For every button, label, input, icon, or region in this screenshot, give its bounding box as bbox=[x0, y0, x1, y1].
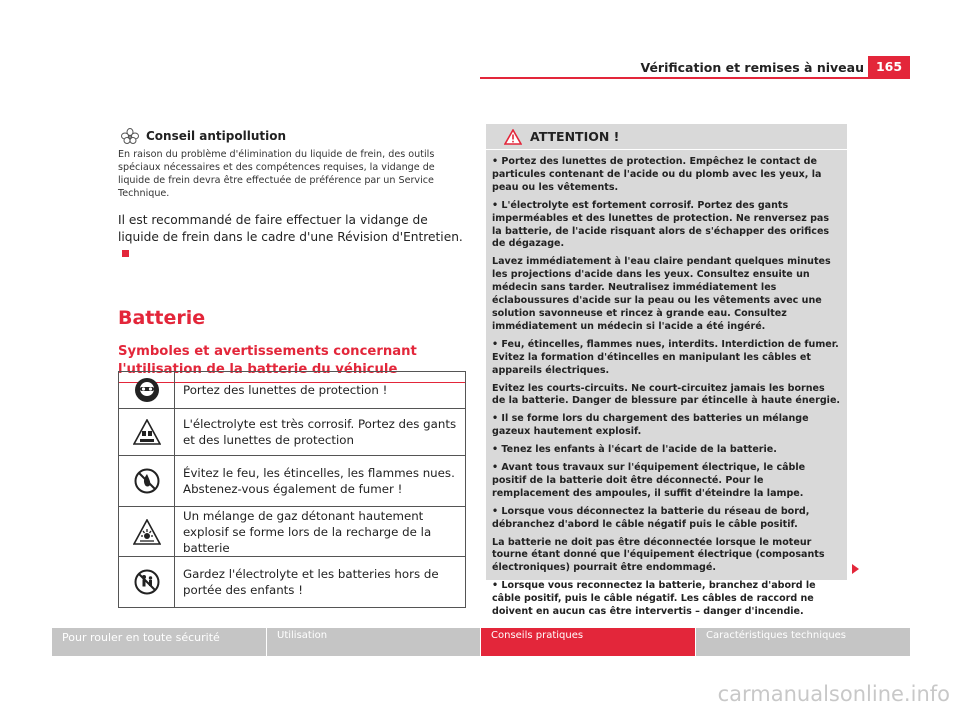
section-title: Batterie bbox=[118, 307, 206, 329]
end-of-section-marker bbox=[122, 250, 129, 257]
goggles-icon bbox=[134, 377, 160, 403]
header-divider bbox=[480, 77, 910, 79]
warning-paragraph: Evitez les courts-circuits. Ne court-circuitez jamais les bornes de la batterie. Danger de blessure par étincelle à haute énergie. bbox=[492, 382, 841, 407]
symbol-text: Gardez l'électrolyte et les batteries hors de portée des enfants ! bbox=[175, 557, 466, 608]
table-row bbox=[119, 456, 466, 507]
corrosive-warning-icon bbox=[133, 419, 161, 445]
warning-body bbox=[486, 150, 847, 619]
watermark: carmanualsonline.info bbox=[717, 682, 950, 706]
symbol-cell bbox=[119, 507, 175, 557]
symbol-text: Évitez le feu, les étincelles, les flammes nues. Abstenez-vous également de fumer ! bbox=[175, 456, 466, 507]
footer-tab-practical-tips[interactable]: Conseils pratiques bbox=[480, 628, 695, 656]
footer-tab-safety[interactable]: Pour rouler en toute sécurité bbox=[52, 628, 266, 656]
body-paragraph-text: Il est recommandé de faire effectuer la vidange de liquide de frein dans le cadre d'une Révision d'Entretien. bbox=[118, 213, 463, 244]
symbol-text: Portez des lunettes de protection ! bbox=[175, 372, 466, 409]
warning-heading bbox=[486, 124, 847, 150]
symbols-table bbox=[118, 371, 466, 608]
warning-paragraph: • Lorsque vous déconnectez la batterie du réseau de bord, débranchez d'abord le câble négatif puis le câble positif. bbox=[492, 505, 810, 530]
warning-paragraph: • Feu, étincelles, flammes nues, interdits. Interdiction de fumer. Evitez la formation d'étincelles en manipulant les câbles et appareils électriques. bbox=[492, 338, 839, 376]
body-paragraph bbox=[118, 212, 466, 263]
symbol-text: Un mélange de gaz détonant hautement explosif se forme lors de la recharge de la batterie bbox=[175, 507, 466, 557]
table-row bbox=[119, 372, 466, 409]
eco-tip-title: Conseil antipollution bbox=[146, 129, 287, 143]
warning-paragraph: • L'électrolyte est fortement corrosif. Portez des gants imperméables et des lunettes de protection. Ne renversez pas la batterie, de l'acide risquant alors de s'échapper des orifices de dégazage. bbox=[492, 199, 830, 250]
footer-tab-usage[interactable]: Utilisation bbox=[266, 628, 480, 656]
page-header-title: Vérification et remises à niveau bbox=[640, 60, 864, 75]
symbol-cell bbox=[119, 409, 175, 456]
warning-paragraph: La batterie ne doit pas être déconnectée lorsque le moteur tourne étant donné que l'équipement électrique (composants électroniques) pourrait être endommagé. bbox=[492, 536, 825, 574]
eco-tip-heading bbox=[120, 128, 466, 144]
warning-paragraph: • Il se forme lors du chargement des batteries un mélange gazeux hautement explosif. bbox=[492, 413, 809, 438]
no-children-icon bbox=[134, 569, 160, 595]
warning-title: ATTENTION ! bbox=[530, 129, 620, 144]
symbol-cell bbox=[119, 557, 175, 608]
warning-paragraph: • Avant tous travaux sur l'équipement électrique, le câble positif de la batterie doit être déconnecté. Pour le remplacement des ampoules, il suffit d'éteindre la lampe. bbox=[492, 462, 806, 499]
warning-paragraph: Lavez immédiatement à l'eau claire pendant quelques minutes les projections d'acide dans les yeux. Consultez ensuite un médecin sans tarder. Neutralisez immédiatement les éclaboussures d'acide sur la peau ou les vêtements avec une solution savonneuse et rincez à grande eau. Consultez immédiatement un médecin si l'acide a été ingéré. bbox=[492, 256, 831, 332]
footer-nav bbox=[52, 628, 910, 656]
table-row bbox=[119, 409, 466, 456]
symbol-cell bbox=[119, 456, 175, 507]
table-row bbox=[119, 557, 466, 608]
warning-paragraph: • Lorsque vous reconnectez la batterie, branchez d'abord le câble positif, puis le câble négatif. Les câbles de raccord ne doivent en aucun cas être intervertis – danger d'incendie. bbox=[492, 580, 816, 618]
eco-tip-text: En raison du problème d'élimination du liquide de frein, des outils spéciaux nécessaires et des compétences requises, la vidange de liquide de frein devra être effectuée de préférence par un Service Technique. bbox=[118, 149, 435, 199]
warning-triangle-icon bbox=[504, 129, 522, 145]
table-row bbox=[119, 507, 466, 557]
footer-tab-technical-data[interactable]: Caractéristiques techniques bbox=[695, 628, 910, 656]
no-fire-icon bbox=[134, 468, 160, 494]
continue-arrow-icon bbox=[852, 564, 859, 574]
symbol-text: L'électrolyte est très corrosif. Portez des gants et des lunettes de protection bbox=[175, 409, 466, 456]
warning-box bbox=[486, 124, 847, 618]
warning-paragraph: • Portez des lunettes de protection. Empêchez le contact de particules contenant de l'acide ou du plomb avec les yeux, la peau ou les vêtements. bbox=[492, 156, 822, 193]
left-column bbox=[118, 128, 466, 383]
explosive-warning-icon bbox=[133, 519, 161, 545]
page-number: 165 bbox=[868, 56, 910, 78]
subsection-title: Symboles et avertissements concernant l'utilisation de la batterie du véhicule bbox=[118, 343, 466, 383]
symbol-cell bbox=[119, 372, 175, 409]
leaf-icon bbox=[120, 128, 140, 144]
warning-paragraph: • Tenez les enfants à l'écart de l'acide de la batterie. bbox=[492, 444, 777, 456]
